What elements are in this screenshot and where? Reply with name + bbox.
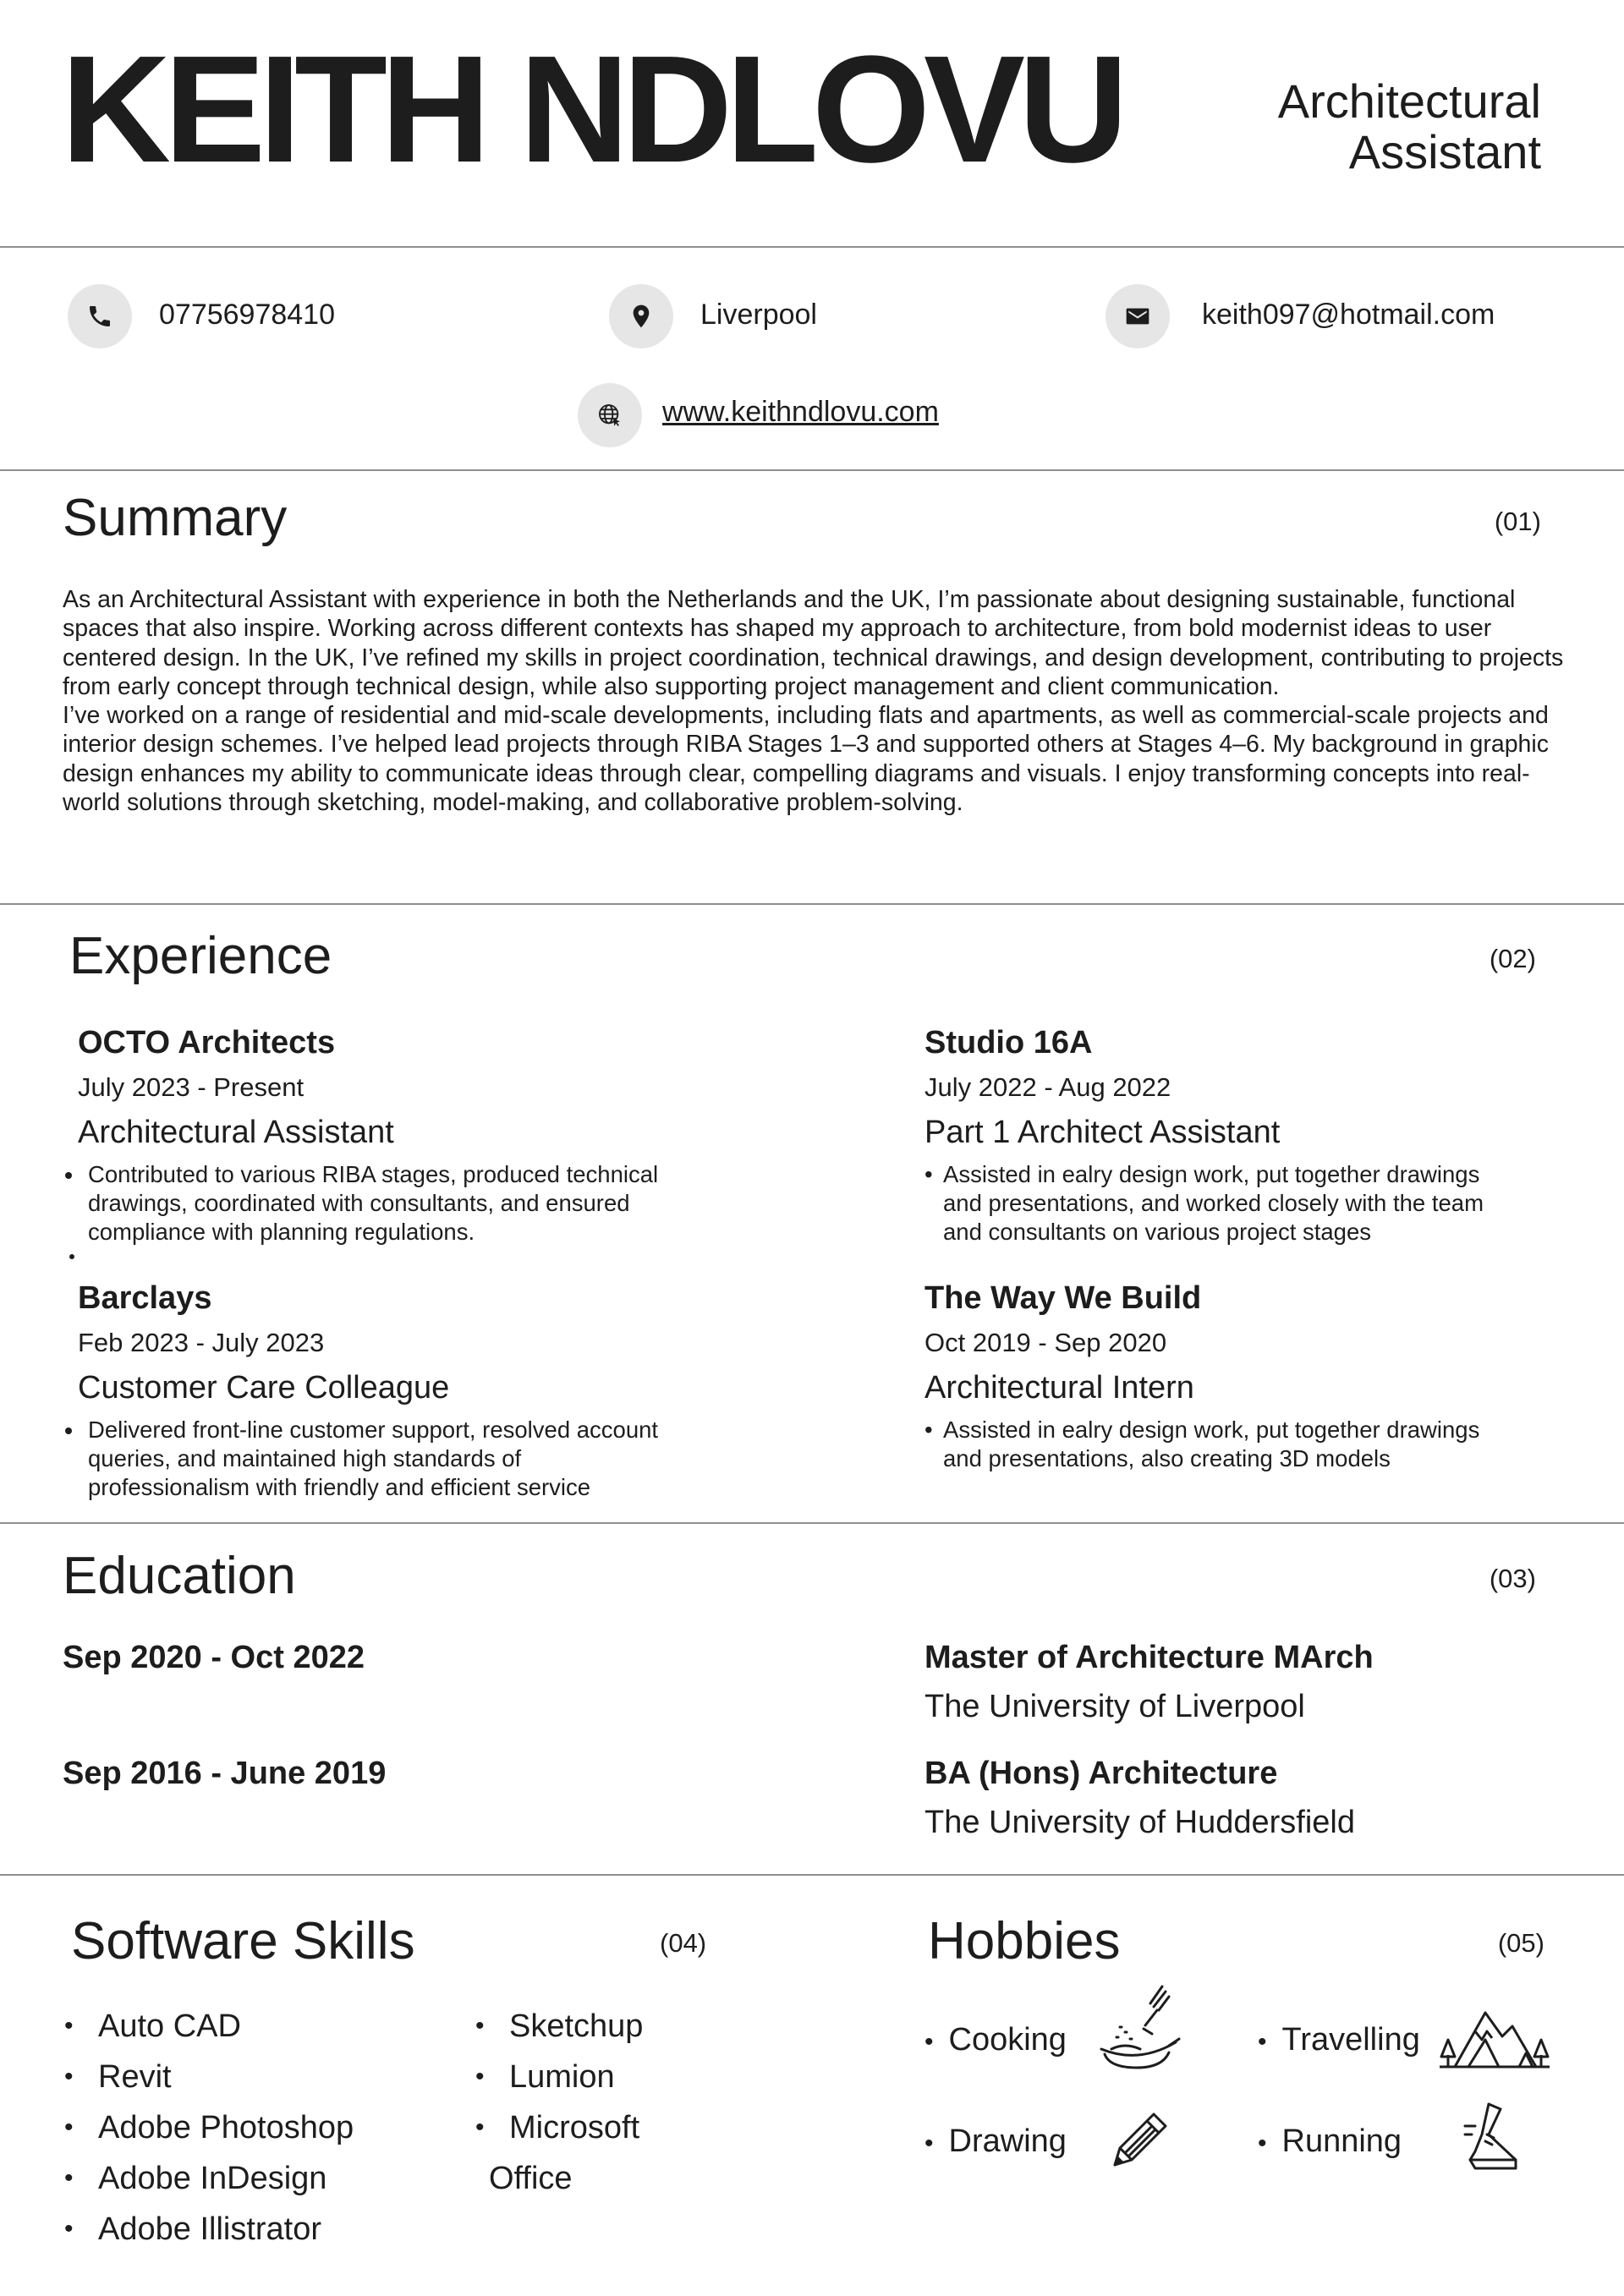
location-pin-icon: [609, 284, 673, 348]
divider: [0, 469, 1624, 471]
job-company: Studio 16A: [924, 1025, 1093, 1060]
education-degree: BA (Hons) Architecture: [924, 1756, 1278, 1791]
full-name: KEITH NDLOVU: [61, 25, 1122, 195]
job-title: Customer Care Colleague: [78, 1370, 450, 1406]
bullet-dot: •: [1258, 2028, 1267, 2056]
hobby-label: Travelling: [1281, 2022, 1420, 2058]
job-entry: [78, 1023, 721, 1265]
skills-number: (04): [660, 1928, 707, 1958]
mountain-icon: [1438, 2006, 1551, 2070]
job-company: The Way We Build: [924, 1280, 1202, 1316]
job-bullet: [85, 1247, 677, 1265]
email-link[interactable]: keith097@hotmail.com: [1202, 299, 1495, 331]
skill-item: • Microsoft: [475, 2102, 643, 2153]
skills-heading: Software Skills: [71, 1912, 415, 1970]
bullet-dot: •: [924, 1161, 933, 1187]
cooking-pan-icon: [1096, 1983, 1181, 2074]
skill-item: • Adobe Illistrator: [64, 2204, 354, 2255]
bullet-dot: •: [924, 1417, 933, 1443]
education-school: The University of Liverpool: [924, 1689, 1305, 1724]
education-school: The University of Huddersfield: [924, 1805, 1355, 1840]
bullet-dot: •: [924, 2129, 934, 2157]
experience-heading: Experience: [69, 927, 332, 985]
phone-icon: [68, 284, 132, 348]
job-bullet-line: and presentations, and worked closely with the team: [943, 1190, 1484, 1216]
hobby-item: [1258, 2020, 1420, 2062]
divider: [0, 1522, 1624, 1524]
education-degree: Master of Architecture MArch: [924, 1640, 1374, 1675]
bullet-dot: •: [1258, 2129, 1267, 2157]
summary-paragraph: As an Architectural Assistant with experience in both the Netherlands and the UK, I’m passionate about designing sustainable, functional spaces that also inspire. Working across different contexts has shaped my approach to architecture, from bold modernist ideas to user centered design. In the UK, I’ve refined my skills in project coordination, technical drawings, and design development, contributing to projects from early concept through technical design, while also supporting project management and client communication.: [63, 586, 1564, 700]
education-number: (03): [1489, 1564, 1536, 1593]
skill-item: • Adobe InDesign: [64, 2153, 354, 2204]
job-role: [1278, 76, 1541, 178]
summary-number: (01): [1494, 507, 1541, 536]
job-bullets: [924, 1160, 1567, 1247]
job-title: Architectural Intern: [924, 1370, 1194, 1406]
skill-item: • Adobe Photoshop: [64, 2102, 354, 2153]
job-entry: [924, 1023, 1567, 1247]
hobby-label: Drawing: [948, 2123, 1067, 2159]
hobby-label: Cooking: [948, 2022, 1067, 2058]
education-dates: Sep 2020 - Oct 2022: [63, 1640, 365, 1675]
job-bullet: • Delivered front-line customer support, resolved account queries, and maintained high standards of professionalism with friendly and efficient service: [85, 1416, 685, 1502]
job-bullet-line: and presentations, also creating 3D models: [943, 1445, 1391, 1471]
skill-item: • Sketchup: [475, 2001, 643, 2052]
job-dates: Feb 2023 - July 2023: [78, 1328, 325, 1357]
job-company: OCTO Architects: [78, 1025, 336, 1060]
hobby-item: [924, 2020, 1067, 2062]
location-text: Liverpool: [700, 299, 817, 331]
bullet-dot: •: [924, 2028, 934, 2056]
job-role-line2: Assistant: [1348, 125, 1541, 178]
skills-list: [475, 2001, 643, 2204]
hobby-item: [924, 2122, 1067, 2163]
phone-number: 07756978410: [159, 299, 336, 331]
skill-item: • Auto CAD: [64, 2001, 354, 2052]
skill-item: • Lumion: [475, 2052, 643, 2102]
job-entry: [78, 1279, 721, 1502]
job-dates: July 2023 - Present: [78, 1072, 304, 1102]
job-bullets: [63, 1416, 685, 1502]
job-bullet-line: and consultants on various project stages: [943, 1219, 1371, 1245]
running-shoe-icon: [1463, 2101, 1526, 2177]
job-bullet-line: Assisted in ealry design work, put together drawings: [943, 1417, 1480, 1443]
pencil-icon: [1108, 2109, 1171, 2172]
job-role-line1: Architectural: [1277, 74, 1541, 128]
job-title: Architectural Assistant: [78, 1115, 394, 1150]
summary-paragraph: I’ve worked on a range of residential and mid-scale developments, including flats and apartments, as well as commercial-scale projects and interior design schemes. I’ve helped lead projects through RIBA Stages 1–3 and supported others at Stages 4–6. My background in graphic design enhances my ability to communicate ideas through clear, compelling diagrams and visuals. I enjoy transforming concepts into real-world solutions through sketching, model-making, and collaborative problem-solving.: [63, 702, 1549, 817]
skills-list: [64, 2001, 354, 2255]
website-link[interactable]: www.keithndlovu.com: [662, 396, 939, 428]
skill-item: • Revit: [64, 2052, 354, 2102]
hobby-item: [1258, 2122, 1402, 2163]
job-bullets: [924, 1416, 1567, 1473]
hobbies-heading: Hobbies: [928, 1912, 1121, 1970]
job-bullet: • Contributed to various RIBA stages, produced technical drawings, coordinated with consultants, and ensured compliance with planning regulations.: [85, 1160, 677, 1247]
envelope-icon: [1106, 284, 1170, 348]
summary-heading: Summary: [63, 489, 288, 547]
job-dates: July 2022 - Aug 2022: [924, 1072, 1171, 1102]
job-bullet-line: Assisted in ealry design work, put together drawings: [943, 1161, 1480, 1187]
job-title: Part 1 Architect Assistant: [924, 1115, 1281, 1150]
job-dates: Oct 2019 - Sep 2020: [924, 1328, 1167, 1357]
education-heading: Education: [63, 1547, 296, 1605]
hobby-label: Running: [1281, 2123, 1402, 2159]
job-company: Barclays: [78, 1280, 212, 1316]
education-dates: Sep 2016 - June 2019: [63, 1756, 387, 1791]
divider: [0, 903, 1624, 905]
experience-number: (02): [1489, 944, 1536, 973]
divider: [0, 1874, 1624, 1876]
skill-item: Office: [489, 2161, 573, 2196]
divider: [0, 246, 1624, 248]
globe-icon: [578, 383, 642, 447]
hobbies-number: (05): [1497, 1928, 1544, 1958]
job-bullets: [63, 1160, 677, 1265]
job-entry: [924, 1279, 1567, 1473]
summary-text: [63, 585, 1568, 817]
